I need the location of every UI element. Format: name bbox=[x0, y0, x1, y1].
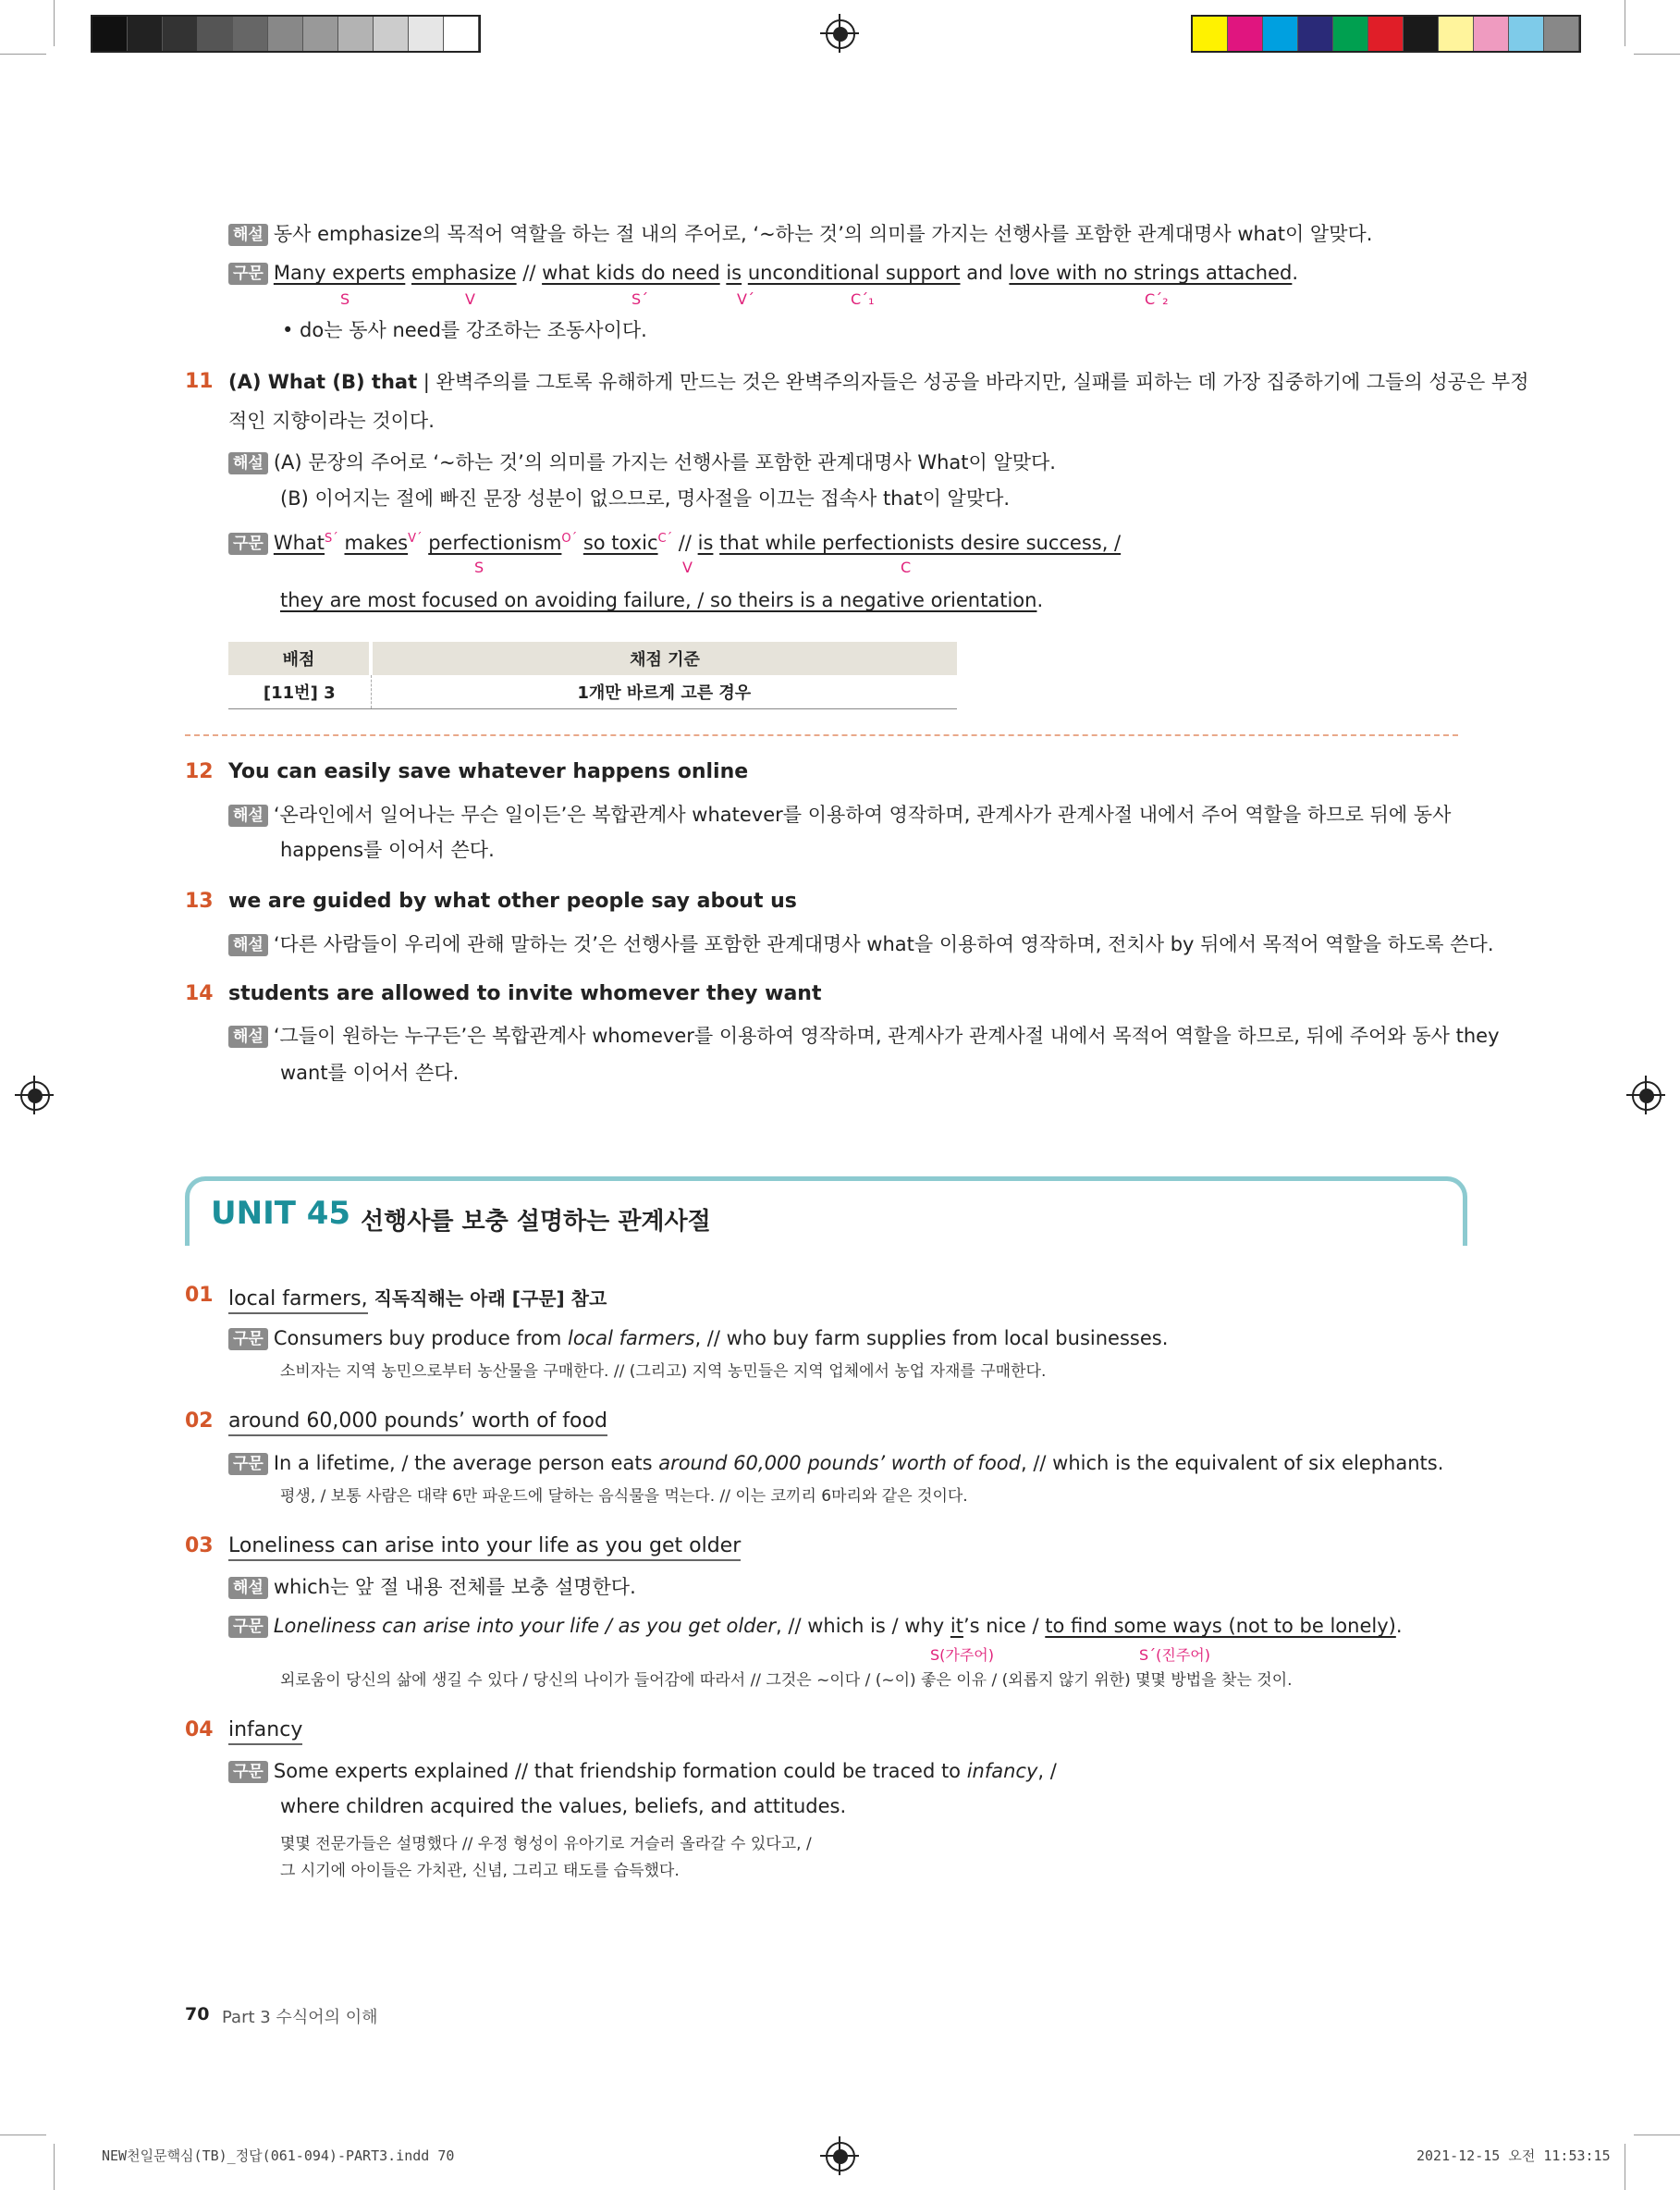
grammar-mark: V´ bbox=[408, 532, 423, 546]
color-swatch bbox=[1298, 17, 1333, 51]
question-number: 14 bbox=[185, 982, 214, 1005]
syntax-segment: so toxic bbox=[582, 532, 658, 554]
syntax-line bbox=[228, 1757, 1057, 1785]
process-color-bar bbox=[1191, 15, 1581, 53]
syntax-segment: and bbox=[960, 262, 1010, 284]
table-header: 채점 기준 bbox=[371, 642, 957, 675]
answer-text: local farmers, bbox=[228, 1287, 368, 1314]
grammar-mark: C´ bbox=[657, 532, 673, 546]
answer-line bbox=[228, 1534, 741, 1557]
explanation-tag: 해설 bbox=[228, 452, 268, 474]
syntax-segment: // bbox=[672, 532, 698, 554]
color-swatch bbox=[1404, 17, 1439, 51]
crop-mark bbox=[54, 2144, 55, 2190]
color-swatch bbox=[1333, 17, 1368, 51]
syntax-segment: to find some ways (not to be lonely) bbox=[1045, 1615, 1396, 1637]
answer-text: Loneliness can arise into your life as you get older bbox=[228, 1534, 741, 1561]
explanation-text: ‘그들이 원하는 누구든’은 복합관계사 whomever를 이용하여 영작하며, 관계사가 관계사절 내에서 목적어 역할을 하므로, 뒤에 주어와 동사 they bbox=[273, 1025, 1500, 1047]
grammar-mark: C bbox=[901, 559, 912, 576]
question-number: 12 bbox=[185, 760, 214, 783]
syntax-segment: , // which is / why bbox=[776, 1615, 950, 1637]
korean-translation: 몇몇 전문가들은 설명했다 // 우정 형성이 유아기로 거슬러 올라갈 수 있다고, / bbox=[280, 1835, 812, 1853]
syntax-line: they are most focused on avoiding failure, / so theirs is a negative orientation. bbox=[280, 589, 1044, 611]
color-swatch bbox=[338, 17, 374, 51]
unit-subtitle: 선행사를 보충 설명하는 관계사절 bbox=[361, 1208, 711, 1236]
color-swatch bbox=[1544, 17, 1579, 51]
syntax-segment: infancy bbox=[966, 1760, 1038, 1782]
table-cell: [11번] 3 bbox=[228, 675, 371, 709]
color-swatch bbox=[268, 17, 303, 51]
answer-text: infancy bbox=[228, 1718, 302, 1745]
syntax-segment: Many experts bbox=[273, 262, 406, 284]
syntax-segment: is bbox=[697, 532, 714, 554]
answer-line bbox=[228, 368, 1529, 396]
question-number: 13 bbox=[185, 890, 214, 913]
grammar-mark: C´₂ bbox=[1145, 290, 1169, 308]
question-number: 03 bbox=[185, 1534, 214, 1557]
syntax-segment: , // which is the equivalent of six elephants. bbox=[1020, 1452, 1444, 1474]
explanation-tag: 해설 bbox=[228, 1577, 268, 1599]
color-swatch bbox=[1368, 17, 1404, 51]
table-header: 배점 bbox=[228, 642, 371, 675]
syntax-segment: , / bbox=[1037, 1760, 1057, 1782]
syntax-tag: 구문 bbox=[228, 533, 268, 555]
explanation-line: happens를 이어서 쓴다. bbox=[280, 839, 495, 861]
color-swatch bbox=[198, 17, 233, 51]
korean-translation: 외로움이 당신의 삶에 생길 수 있다 / 당신의 나이가 들어감에 따라서 // 그것은 ~이다 / (~이) 좋은 이유 / (외롭지 않기 위한) 몇몇 방법을 찾는 것이. bbox=[280, 1671, 1293, 1690]
grammar-mark: S´(진주어) bbox=[1139, 1646, 1211, 1664]
translation-line: 적인 지향이라는 것이다. bbox=[228, 410, 435, 432]
syntax-tag: 구문 bbox=[228, 1328, 268, 1350]
answer-line bbox=[228, 1284, 607, 1310]
explanation-tag: 해설 bbox=[228, 224, 268, 246]
grammar-mark: V bbox=[465, 290, 475, 308]
grammar-mark: V´ bbox=[737, 290, 754, 308]
color-swatch bbox=[444, 17, 479, 51]
syntax-segment: emphasize bbox=[411, 262, 517, 284]
color-swatch bbox=[1263, 17, 1298, 51]
answer-text: around 60,000 pounds’ worth of food bbox=[228, 1409, 607, 1436]
explanation-line bbox=[228, 449, 1056, 476]
grammar-mark: S bbox=[474, 559, 484, 576]
explanation-text: ‘다른 사람들이 우리에 관해 말하는 것’은 선행사를 포함한 관계대명사 what을 이용하여 영작하며, 전치사 by 뒤에서 목적어 역할을 하도록 쓴다. bbox=[273, 933, 1494, 955]
grammar-mark: C´₁ bbox=[851, 290, 875, 308]
explanation-tag: 해설 bbox=[228, 1026, 268, 1048]
explanation-tag: 해설 bbox=[228, 805, 268, 827]
page-number: 70 bbox=[185, 2004, 210, 2024]
color-swatch bbox=[303, 17, 338, 51]
korean-translation: 평생, / 보통 사람은 대략 6만 파운드에 달하는 음식물을 먹는다. // 이는 코끼리 6마리와 같은 것이다. bbox=[280, 1487, 968, 1506]
syntax-line bbox=[228, 525, 1121, 557]
syntax-segment: they are most focused on avoiding failure, / so theirs is a negative orientation bbox=[280, 589, 1037, 611]
explanation-text: which는 앞 절 내용 전체를 보충 설명한다. bbox=[273, 1576, 636, 1598]
syntax-segment: Some experts explained // that friendship formation could be traced to bbox=[273, 1760, 967, 1782]
answer-line bbox=[228, 1409, 607, 1433]
color-swatch bbox=[1474, 17, 1509, 51]
question-number: 01 bbox=[185, 1284, 214, 1307]
korean-translation: 그 시기에 아이들은 가치관, 신념, 그리고 태도를 습득했다. bbox=[280, 1862, 680, 1880]
syntax-segment: In a lifetime, / the average person eats bbox=[273, 1452, 659, 1474]
syntax-line: where children acquired the values, beliefs, and attitudes. bbox=[280, 1795, 847, 1817]
syntax-segment: makes bbox=[344, 532, 409, 554]
syntax-segment: perfectionism bbox=[428, 532, 562, 554]
answer-text: we are guided by what other people say about us bbox=[228, 890, 797, 913]
syntax-segment: what kids do need bbox=[542, 262, 720, 284]
syntax-segment: love with no strings attached bbox=[1009, 262, 1293, 284]
grammar-mark: O´ bbox=[561, 532, 578, 546]
section-divider bbox=[185, 734, 1458, 736]
explanation-line bbox=[228, 801, 1451, 829]
crop-mark bbox=[0, 54, 46, 55]
syntax-segment: Consumers buy produce from bbox=[273, 1327, 568, 1349]
explanation-text: ‘온라인에서 일어나는 무슨 일이든’은 복합관계사 whatever를 이용하여 영작하며, 관계사가 관계사절 내에서 주어 역할을 하므로 뒤에 동사 bbox=[273, 804, 1452, 826]
color-swatch bbox=[92, 17, 128, 51]
grammar-mark: S bbox=[340, 290, 350, 308]
explanation-text: (A) 문장의 주어로 ‘~하는 것’의 의미를 가지는 선행사를 포함한 관계대명사 What이 알맞다. bbox=[273, 451, 1056, 474]
color-swatch bbox=[163, 17, 198, 51]
answer-note: 직독직해는 아래 [구문] 참고 bbox=[367, 1287, 607, 1310]
color-swatch bbox=[1509, 17, 1544, 51]
syntax-tag: 구문 bbox=[228, 1453, 268, 1475]
explanation-line: (B) 이어지는 절에 빠진 문장 성분이 없으므로, 명사절을 이끄는 접속사 that이 알맞다. bbox=[280, 487, 1011, 510]
explanation-text: 동사 emphasize의 목적어 역할을 하는 절 내의 주어로, ‘~하는 것’의 의미를 가지는 선행사를 포함한 관계대명사 what이 알맞다. bbox=[273, 223, 1373, 245]
registration-mark-icon bbox=[826, 2142, 855, 2172]
syntax-segment: local farmers bbox=[567, 1327, 695, 1349]
syntax-segment: is bbox=[726, 262, 742, 284]
color-swatch bbox=[1228, 17, 1263, 51]
explanation-line: want를 이어서 쓴다. bbox=[280, 1062, 460, 1084]
registration-mark-icon bbox=[1632, 1081, 1662, 1111]
explanation-line bbox=[228, 930, 1494, 958]
scoring-table bbox=[228, 642, 957, 709]
answer-text: students are allowed to invite whomever they want bbox=[228, 982, 822, 1005]
syntax-segment: it bbox=[950, 1615, 963, 1637]
explanation-line bbox=[228, 1573, 636, 1601]
syntax-segment: , // who buy farm supplies from local businesses. bbox=[694, 1327, 1169, 1349]
crop-mark bbox=[1634, 54, 1680, 55]
color-swatch bbox=[1439, 17, 1474, 51]
grammar-mark: S´ bbox=[325, 532, 338, 546]
grammar-mark: V bbox=[682, 559, 693, 576]
syntax-segment: that while perfectionists desire success, / bbox=[719, 532, 1122, 554]
color-swatch bbox=[233, 17, 268, 51]
unit-title: UNIT 45 bbox=[211, 1195, 351, 1232]
syntax-line bbox=[228, 1612, 1403, 1640]
syntax-segment: Loneliness can arise into your life / as you get older bbox=[273, 1615, 777, 1637]
korean-translation: 소비자는 지역 농민으로부터 농산물을 구매한다. // (그리고) 지역 농민들은 지역 업체에서 농업 자재를 구매한다. bbox=[280, 1362, 1047, 1381]
date-slug: 2021-12-15 오전 11:53:15 bbox=[1416, 2147, 1611, 2164]
registration-mark-icon bbox=[826, 19, 855, 49]
table-cell: 1개만 바르게 고른 경우 bbox=[371, 675, 957, 709]
question-number: 04 bbox=[185, 1718, 214, 1741]
color-swatch bbox=[409, 17, 444, 51]
answer-text: You can easily save whatever happens online bbox=[228, 760, 749, 783]
file-slug: NEW천일문핵심(TB)_정답(061-094)-PART3.indd 70 bbox=[102, 2147, 455, 2164]
registration-mark-icon bbox=[20, 1081, 50, 1111]
syntax-segment: What bbox=[273, 532, 325, 554]
translation-text: | 완벽주의를 그토록 유해하게 만드는 것은 완벽주의자들은 성공을 바라지만, 실패를 피하는 데 가장 집중하기에 그들의 성공은 부정 bbox=[423, 371, 1529, 393]
syntax-line: 구문 Many experts emphasize // what kids do need is unconditional support and love with no strings attached. bbox=[228, 259, 1298, 287]
color-swatch bbox=[374, 17, 409, 51]
color-swatch bbox=[1193, 17, 1228, 51]
note-line: • do는 동사 need를 강조하는 조동사이다. bbox=[282, 319, 647, 341]
question-number: 02 bbox=[185, 1409, 214, 1433]
grammar-mark: S´ bbox=[632, 290, 649, 308]
syntax-segment: ’s nice / bbox=[963, 1615, 1046, 1637]
grayscale-color-bar bbox=[91, 15, 481, 53]
syntax-segment: // bbox=[522, 262, 543, 284]
crop-mark bbox=[54, 0, 55, 46]
syntax-tag: 구문 bbox=[228, 263, 268, 285]
grammar-mark: S(가주어) bbox=[930, 1646, 995, 1664]
answer-line bbox=[228, 1718, 302, 1741]
syntax-segment: around 60,000 pounds’ worth of food bbox=[658, 1452, 1021, 1474]
syntax-tag: 구문 bbox=[228, 1761, 268, 1783]
syntax-segment: . bbox=[1395, 1615, 1403, 1637]
answer-text: (A) What (B) that bbox=[228, 371, 418, 393]
syntax-tag: 구문 bbox=[228, 1616, 268, 1638]
question-number: 11 bbox=[185, 370, 214, 393]
color-swatch bbox=[128, 17, 163, 51]
syntax-line bbox=[228, 1324, 1168, 1352]
explanation-line bbox=[228, 220, 1372, 248]
syntax-segment: unconditional support bbox=[747, 262, 961, 284]
explanation-line bbox=[228, 1022, 1500, 1050]
explanation-tag: 해설 bbox=[228, 934, 268, 956]
syntax-line bbox=[228, 1449, 1443, 1477]
part-label: Part 3 수식어의 이해 bbox=[222, 2008, 378, 2027]
